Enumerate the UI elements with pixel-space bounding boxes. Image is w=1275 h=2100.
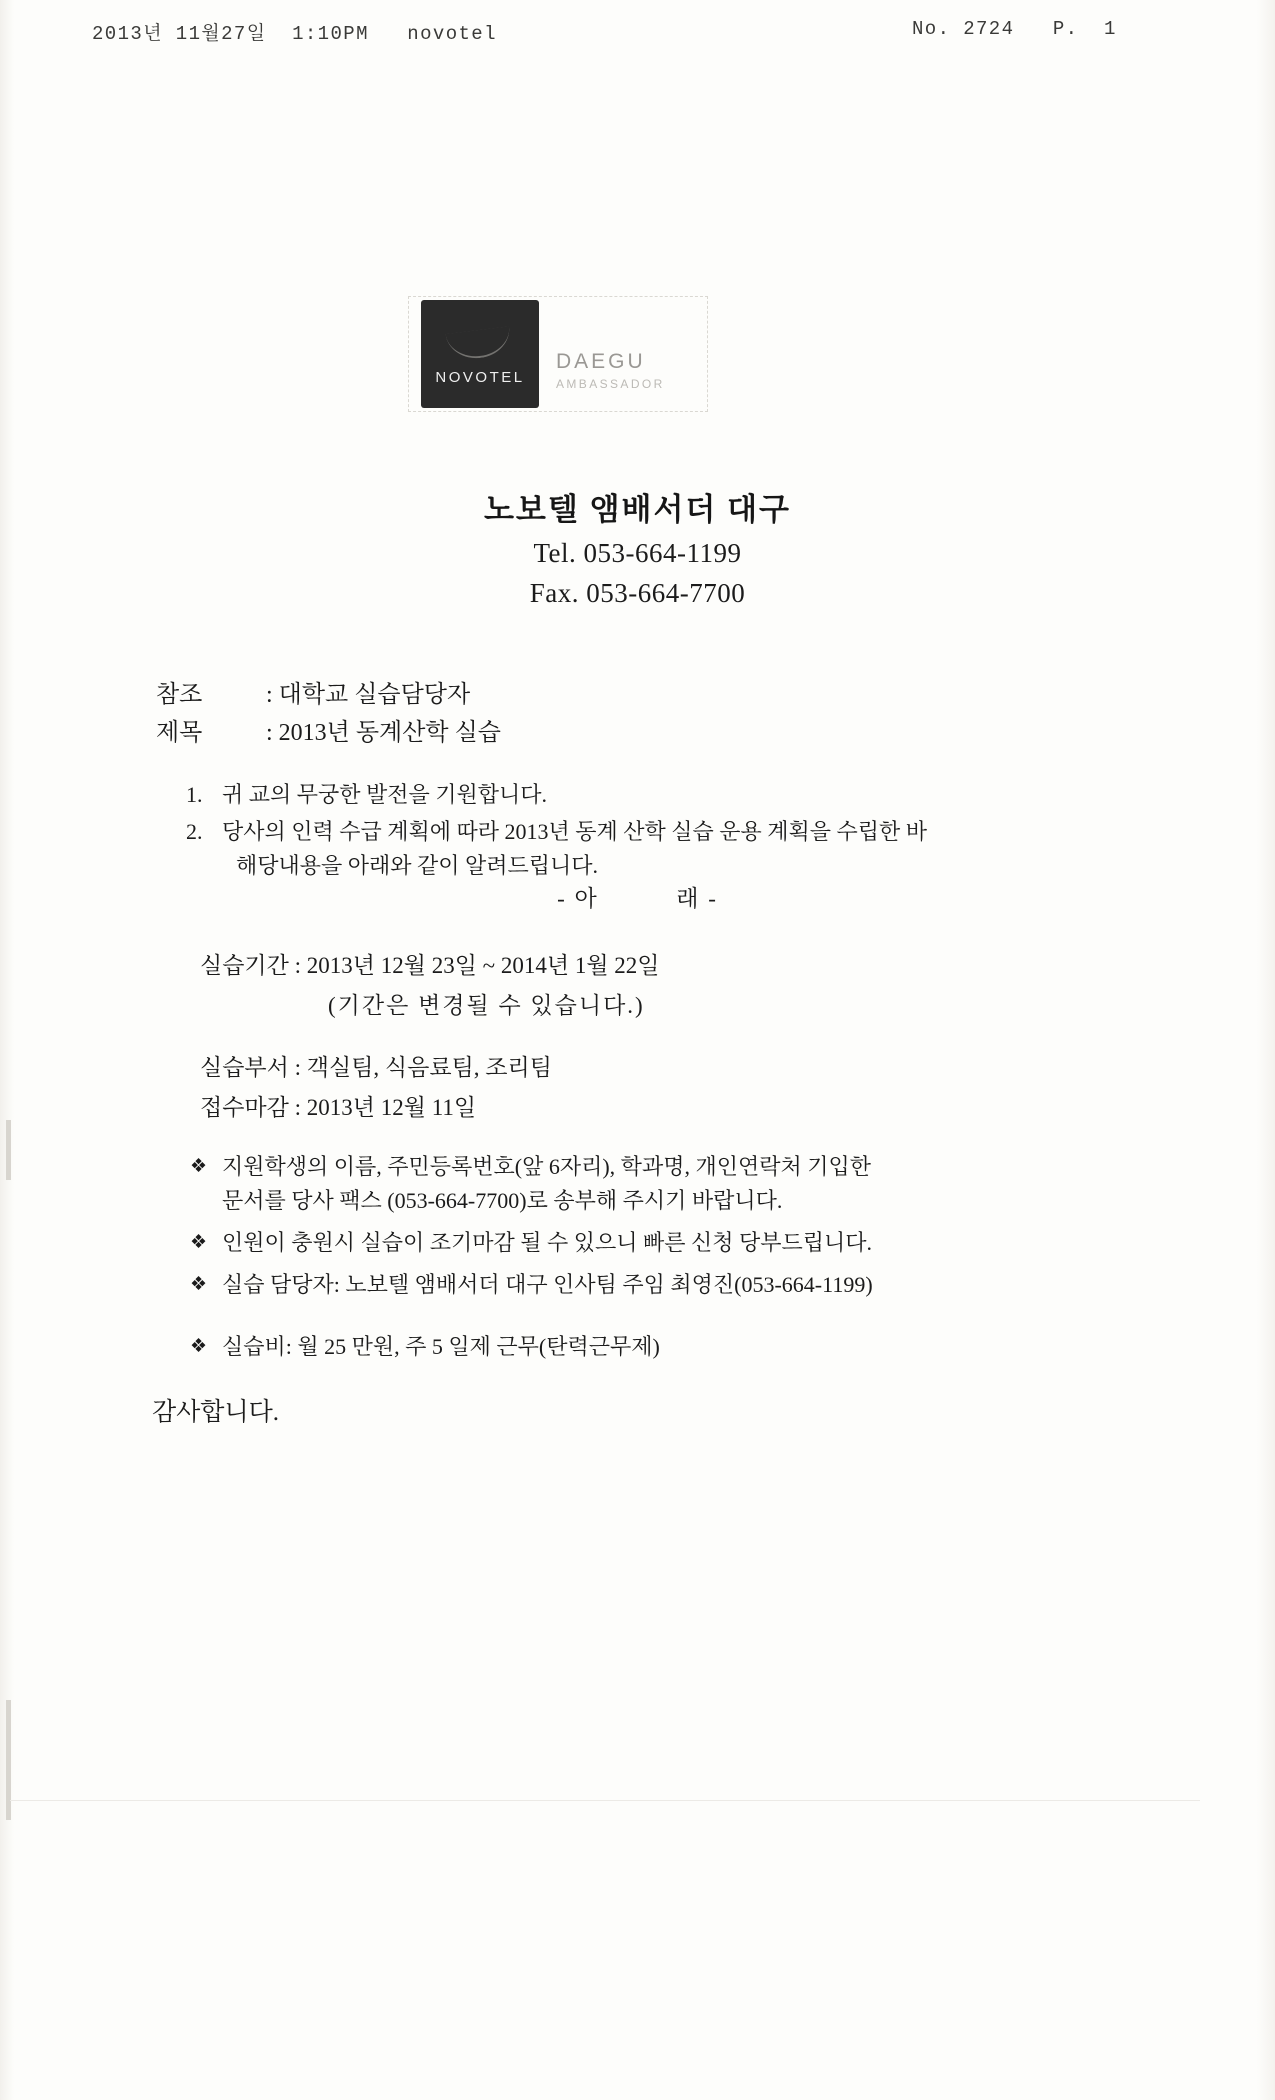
internship-period: 실습기간 : 2013년 12월 23일 ~ 2014년 1월 22일 — [200, 953, 660, 978]
fax-header-page-number: No. 2724 P. 1 — [912, 18, 1117, 40]
list-item — [190, 1150, 1150, 1218]
document-meta — [156, 676, 501, 752]
hotel-fax: Fax. 053-664-7700 — [529, 578, 746, 608]
hotel-name: 노보텔 앰배서더 대구 — [483, 492, 791, 527]
subject-label: 제목 — [156, 720, 203, 746]
novotel-logo — [408, 296, 738, 416]
reference-value: : 대학교 실습담당자 — [266, 682, 471, 708]
bullet-text: 인원이 충원시 실습이 조기마감 될 수 있으니 빠른 신청 당부드립니다. — [222, 1230, 873, 1255]
list-item — [190, 1226, 1150, 1260]
novotel-logo-mark-icon — [421, 300, 539, 408]
bullet-text: 실습 담당자: 노보텔 앰배서더 대구 인사팀 주임 최영진(053-664-1199) — [222, 1272, 873, 1297]
diamond-bullet-icon: ❖ — [190, 1274, 208, 1295]
closing-greeting: 감사합니다. — [152, 1399, 280, 1426]
diamond-bullet-icon: ❖ — [190, 1336, 208, 1357]
list-item-text — [222, 815, 1136, 883]
internship-period-note: (기간은 변경될 수 있습니다.) — [328, 993, 645, 1018]
list-item-number: 1. — [186, 782, 203, 807]
bullet-text — [222, 1150, 1150, 1218]
section-divider — [0, 880, 1275, 913]
list-item-number: 2. — [186, 819, 203, 844]
scan-artifact — [10, 1800, 1200, 1801]
fax-header-timestamp: 2013년 11월27일 1:10PM novotel — [92, 23, 497, 45]
reference-label: 참조 — [156, 682, 203, 708]
subject-value: : 2013년 동계산학 실습 — [266, 720, 501, 746]
section-divider-right: 래 - — [676, 886, 718, 911]
letterhead — [0, 484, 1275, 609]
meta-row-subject — [156, 714, 501, 752]
list-item — [190, 1268, 1150, 1302]
list-item — [186, 778, 1136, 812]
logo-wordmark — [556, 350, 665, 391]
meta-row-reference — [156, 676, 501, 714]
scan-artifact — [6, 1120, 11, 1180]
logo-wordmark-line1: DAEGU — [556, 350, 646, 373]
list-item — [190, 1330, 1150, 1364]
hotel-telephone: Tel. 053-664-1199 — [533, 538, 742, 568]
list-item-line2: 해당내용을 아래와 같이 알려드립니다. — [236, 853, 599, 878]
bullet-line2: 문서를 당사 팩스 (053-664-7700)로 송부해 주시기 바랍니다. — [222, 1188, 783, 1213]
internship-department: 실습부서 : 객실팀, 식음료팀, 조리팀 — [200, 1055, 552, 1080]
section-divider-left: - 아 — [557, 886, 599, 911]
list-item-line1: 당사의 인력 수급 계획에 따라 2013년 동계 산학 실습 운용 계획을 수립한 바 — [222, 819, 928, 844]
scan-edge-right — [1257, 0, 1275, 2100]
application-deadline: 접수마감 : 2013년 12월 11일 — [200, 1095, 477, 1120]
logo-swoosh-icon — [446, 326, 513, 362]
bullet-notes — [190, 1150, 1150, 1372]
diamond-bullet-icon: ❖ — [190, 1232, 208, 1253]
diamond-bullet-icon: ❖ — [190, 1156, 208, 1177]
numbered-paragraphs — [186, 778, 1136, 886]
list-item-text: 귀 교의 무궁한 발전을 기원합니다. — [222, 782, 548, 807]
internship-details — [200, 946, 660, 1128]
list-item — [186, 815, 1136, 883]
scan-artifact — [6, 1700, 11, 1820]
logo-mark-text: NOVOTEL — [435, 369, 525, 386]
bullet-text: 실습비: 월 25 만원, 주 5 일제 근무(탄력근무제) — [222, 1334, 660, 1359]
bullet-line1: 지원학생의 이름, 주민등록번호(앞 6자리), 학과명, 개인연락처 기입한 — [222, 1154, 871, 1179]
logo-wordmark-line2: AMBASSADOR — [556, 377, 665, 391]
